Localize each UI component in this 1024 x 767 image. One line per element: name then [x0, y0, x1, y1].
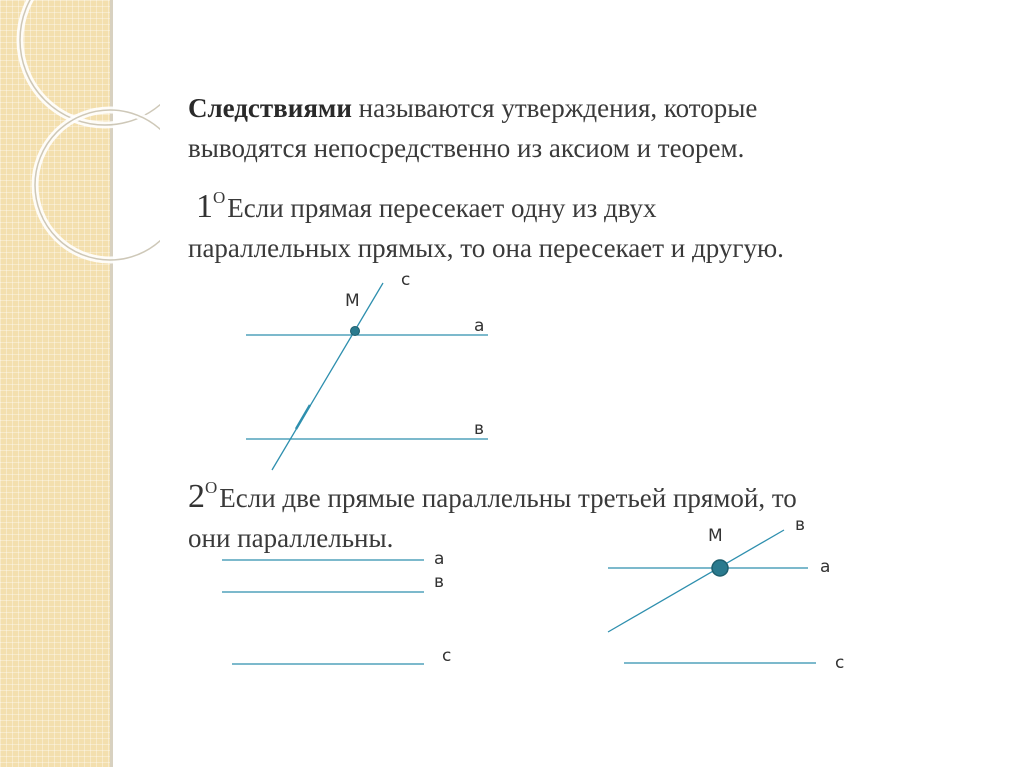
label-b: в [795, 515, 806, 535]
diagram-2-right [608, 515, 844, 673]
diagram-2-left [222, 549, 451, 666]
definition-line1-rest: называются утверждения, которые [351, 93, 758, 123]
label-m: М [345, 291, 360, 311]
label-b: в [434, 572, 445, 592]
label-a: а [434, 549, 445, 569]
label-b: в [474, 419, 485, 439]
definition-line-2: выводятся непосредственно из аксиом и теорем. [188, 133, 745, 163]
corollary-2-line-2: они параллельны. [188, 523, 394, 553]
line-b [608, 530, 784, 632]
label-m: М [708, 526, 723, 546]
corollary-2-text-1: Если две прямые параллельны третьей прямой, то [219, 483, 797, 513]
corollary-1-number: 1 [196, 188, 213, 225]
corollary-2-degree: O [205, 478, 218, 497]
label-c: с [442, 646, 452, 666]
line-c [272, 283, 383, 470]
label-a: а [820, 557, 831, 577]
corollary-2-number: 2 [188, 478, 205, 515]
diagram-1 [246, 270, 488, 470]
point-m [712, 560, 728, 576]
corollary-1-degree: O [213, 188, 226, 207]
label-c: с [401, 270, 411, 290]
point-m [351, 327, 360, 336]
label-a: а [474, 316, 485, 336]
definition-term: Следствиями [188, 93, 352, 123]
line-c-accent [296, 405, 310, 429]
corollary-1-line-2: параллельных прямых, то она пересекает и другую. [188, 233, 784, 263]
label-c: с [835, 653, 845, 673]
corollary-1-text-1: Если прямая пересекает одну из двух [227, 193, 657, 223]
